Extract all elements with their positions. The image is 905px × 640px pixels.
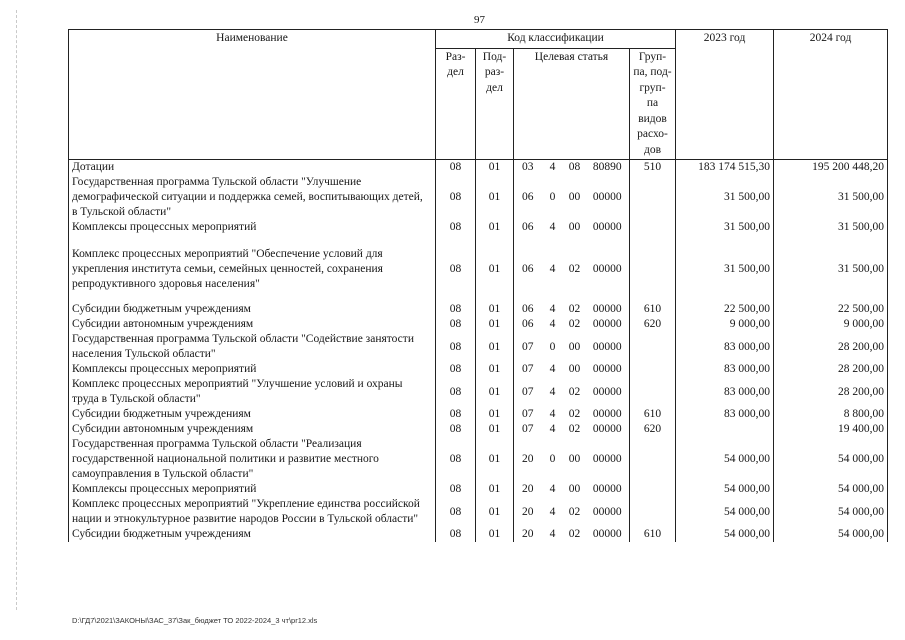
row-subsection: 01 xyxy=(476,220,514,235)
row-name: Комплексы процессных мероприятий xyxy=(69,362,436,377)
row-target-direction: 00000 xyxy=(586,527,630,542)
row-subsection: 01 xyxy=(476,332,514,362)
row-target-program: 20 xyxy=(514,527,542,542)
row-name: Комплексы процессных мероприятий xyxy=(69,482,436,497)
row-amount-2024: 28 200,00 xyxy=(774,377,888,407)
row-amount-2023: 83 000,00 xyxy=(676,407,774,422)
row-target-program: 03 xyxy=(514,160,542,176)
row-subsection: 01 xyxy=(476,497,514,527)
row-target-subprogram: 02 xyxy=(568,303,581,315)
row-amount-2023: 83 000,00 xyxy=(676,332,774,362)
row-target-direction: 00000 xyxy=(586,407,630,422)
row-amount-2024: 9 000,00 xyxy=(774,317,888,332)
row-section: 08 xyxy=(436,437,476,482)
row-amount-2024: 54 000,00 xyxy=(774,497,888,527)
header-expense-group: Груп- па, под- груп- па видов расхо- дов xyxy=(630,48,676,160)
table-body xyxy=(69,160,888,543)
header-name: Наименование xyxy=(69,30,436,160)
row-expense-group xyxy=(630,482,676,497)
row-amount-2023 xyxy=(676,422,774,437)
row-section: 08 xyxy=(436,220,476,235)
row-target-program: 07 xyxy=(514,362,542,377)
table-row xyxy=(69,482,888,497)
row-subsection: 01 xyxy=(476,317,514,332)
row-amount-2024: 54 000,00 xyxy=(774,527,888,542)
row-target-type: 4 xyxy=(549,505,556,518)
row-subsection: 01 xyxy=(476,527,514,542)
header-subsection: Под- раз- дел xyxy=(476,48,514,160)
row-subsection: 01 xyxy=(476,437,514,482)
row-target-type: 4 xyxy=(549,483,556,495)
row-target-subprogram: 00 xyxy=(568,483,581,495)
row-name: Комплекс процессных мероприятий "Улучшение условий и охраны труда в Тульской области" xyxy=(69,377,436,407)
row-expense-group xyxy=(630,220,676,235)
row-target-direction: 00000 xyxy=(586,482,630,497)
row-amount-2023: 54 000,00 xyxy=(676,497,774,527)
row-target-subprogram: 02 xyxy=(568,318,581,330)
row-name: Субсидии бюджетным учреждениям xyxy=(69,527,436,542)
header-code-group: Код классификации xyxy=(436,30,676,49)
row-amount-2024: 28 200,00 xyxy=(774,362,888,377)
row-amount-2024: 8 800,00 xyxy=(774,407,888,422)
row-target-type: 4 xyxy=(549,318,556,330)
row-amount-2023: 22 500,00 xyxy=(676,302,774,317)
row-amount-2023: 183 174 515,30 xyxy=(676,160,774,176)
row-target-direction: 00000 xyxy=(586,220,630,235)
row-target-program: 06 xyxy=(514,302,542,317)
row-amount-2024: 22 500,00 xyxy=(774,302,888,317)
row-name: Комплексы процессных мероприятий xyxy=(69,220,436,235)
row-amount-2024: 19 400,00 xyxy=(774,422,888,437)
row-target-type: 4 xyxy=(549,161,556,173)
row-expense-group xyxy=(630,362,676,377)
row-subsection: 01 xyxy=(476,235,514,296)
row-target-subprogram: 00 xyxy=(568,340,581,353)
budget-table xyxy=(68,29,888,542)
row-name: Комплекс процессных мероприятий "Обеспечение условий для укрепления института семьи, семейных ценностей, сохранения репродуктивного здоровья населения" xyxy=(69,235,436,296)
row-amount-2023: 83 000,00 xyxy=(676,362,774,377)
row-section: 08 xyxy=(436,160,476,176)
row-name: Государственная программа Тульской области "Реализация государственной национальной политики и развитие местного самоуправления в Тульской области" xyxy=(69,437,436,482)
row-target-type: 4 xyxy=(549,423,556,435)
row-target-subprogram: 02 xyxy=(568,263,581,275)
row-amount-2023: 31 500,00 xyxy=(676,235,774,296)
table-row xyxy=(69,220,888,235)
row-target-program: 07 xyxy=(514,377,542,407)
row-target-program: 06 xyxy=(514,220,542,235)
row-target-program: 20 xyxy=(514,482,542,497)
scan-margin-marks xyxy=(16,10,18,610)
row-target-subprogram: 02 xyxy=(568,505,581,518)
row-expense-group: 510 xyxy=(630,160,676,176)
row-section: 08 xyxy=(436,235,476,296)
row-section: 08 xyxy=(436,377,476,407)
table-row xyxy=(69,302,888,317)
row-section: 08 xyxy=(436,302,476,317)
row-subsection: 01 xyxy=(476,175,514,220)
table-row xyxy=(69,175,888,220)
row-target-type: 0 xyxy=(549,340,556,353)
row-expense-group xyxy=(630,377,676,407)
row-target-direction: 80890 xyxy=(586,160,630,176)
row-subsection: 01 xyxy=(476,160,514,176)
row-target-direction: 00000 xyxy=(586,362,630,377)
row-target-type: 0 xyxy=(549,453,556,465)
row-amount-2023: 54 000,00 xyxy=(676,437,774,482)
row-section: 08 xyxy=(436,407,476,422)
row-subsection: 01 xyxy=(476,482,514,497)
row-expense-group xyxy=(630,332,676,362)
row-target-type: 4 xyxy=(549,303,556,315)
row-target-type: 4 xyxy=(549,221,556,233)
row-name: Комплекс процессных мероприятий "Укрепление единства российской нации и этнокультурное развитие народов России в Тульской области" xyxy=(69,497,436,527)
row-expense-group: 610 xyxy=(630,302,676,317)
row-amount-2023: 54 000,00 xyxy=(676,482,774,497)
row-expense-group: 620 xyxy=(630,317,676,332)
row-target-subprogram: 00 xyxy=(568,453,581,465)
row-target-program: 06 xyxy=(514,235,542,296)
row-target-subprogram: 02 xyxy=(568,385,581,398)
row-amount-2023: 9 000,00 xyxy=(676,317,774,332)
row-target-program: 06 xyxy=(514,317,542,332)
row-subsection: 01 xyxy=(476,407,514,422)
row-section: 08 xyxy=(436,332,476,362)
header-target-article: Целевая статья xyxy=(514,48,630,160)
row-section: 08 xyxy=(436,317,476,332)
row-target-subprogram: 08 xyxy=(568,161,581,173)
row-target-subprogram: 00 xyxy=(568,221,581,233)
row-target-program: 07 xyxy=(514,422,542,437)
row-amount-2024: 195 200 448,20 xyxy=(774,160,888,176)
row-target-direction: 00000 xyxy=(586,317,630,332)
row-subsection: 01 xyxy=(476,377,514,407)
table-row xyxy=(69,437,888,482)
row-section: 08 xyxy=(436,527,476,542)
row-section: 08 xyxy=(436,482,476,497)
row-name: Субсидии бюджетным учреждениям xyxy=(69,302,436,317)
row-target-subprogram: 02 xyxy=(568,423,581,435)
table-row xyxy=(69,160,888,176)
table-row xyxy=(69,407,888,422)
row-amount-2023: 83 000,00 xyxy=(676,377,774,407)
row-target-direction: 00000 xyxy=(586,437,630,482)
row-name: Государственная программа Тульской области "Содействие занятости населения Тульской области" xyxy=(69,332,436,362)
row-amount-2024: 54 000,00 xyxy=(774,482,888,497)
table-row xyxy=(69,422,888,437)
row-target-program: 07 xyxy=(514,407,542,422)
row-target-type: 4 xyxy=(549,408,556,420)
row-target-direction: 00000 xyxy=(586,332,630,362)
table-row xyxy=(69,362,888,377)
row-amount-2024: 54 000,00 xyxy=(774,437,888,482)
row-name: Субсидии бюджетным учреждениям xyxy=(69,407,436,422)
table-row xyxy=(69,235,888,296)
row-target-subprogram: 02 xyxy=(568,408,581,420)
row-section: 08 xyxy=(436,175,476,220)
row-amount-2023: 54 000,00 xyxy=(676,527,774,542)
table-row xyxy=(69,317,888,332)
row-target-direction: 00000 xyxy=(586,422,630,437)
row-expense-group xyxy=(630,497,676,527)
row-expense-group xyxy=(630,235,676,296)
row-target-subprogram: 00 xyxy=(568,363,581,375)
row-target-direction: 00000 xyxy=(586,302,630,317)
row-name: Государственная программа Тульской области "Улучшение демографической ситуации и поддержка семей, воспитывающих детей, в Тульской области" xyxy=(69,175,436,220)
row-target-program: 07 xyxy=(514,332,542,362)
row-section: 08 xyxy=(436,497,476,527)
row-section: 08 xyxy=(436,422,476,437)
row-amount-2023: 31 500,00 xyxy=(676,175,774,220)
row-subsection: 01 xyxy=(476,422,514,437)
row-amount-2024: 31 500,00 xyxy=(774,175,888,220)
row-target-subprogram: 00 xyxy=(568,191,581,203)
table-row xyxy=(69,497,888,527)
table-row xyxy=(69,527,888,542)
row-expense-group: 610 xyxy=(630,407,676,422)
row-amount-2024: 31 500,00 xyxy=(774,220,888,235)
row-target-direction: 00000 xyxy=(586,497,630,527)
row-amount-2024: 31 500,00 xyxy=(774,235,888,296)
row-subsection: 01 xyxy=(476,362,514,377)
row-target-subprogram: 02 xyxy=(568,528,581,540)
row-expense-group: 620 xyxy=(630,422,676,437)
row-target-type: 4 xyxy=(549,363,556,375)
row-subsection: 01 xyxy=(476,302,514,317)
row-target-type: 4 xyxy=(549,263,556,275)
row-target-direction: 00000 xyxy=(586,175,630,220)
row-amount-2023: 31 500,00 xyxy=(676,220,774,235)
row-section: 08 xyxy=(436,362,476,377)
table-row xyxy=(69,377,888,407)
row-amount-2024: 28 200,00 xyxy=(774,332,888,362)
row-name: Субсидии автономным учреждениям xyxy=(69,422,436,437)
header-section: Раз- дел xyxy=(436,48,476,160)
row-target-type: 4 xyxy=(549,385,556,398)
row-expense-group xyxy=(630,175,676,220)
header-year-2023: 2023 год xyxy=(676,30,774,160)
row-expense-group: 610 xyxy=(630,527,676,542)
header-year-2024: 2024 год xyxy=(774,30,888,160)
row-expense-group xyxy=(630,437,676,482)
row-name: Субсидии автономным учреждениям xyxy=(69,317,436,332)
row-target-program: 06 xyxy=(514,175,542,220)
table-row xyxy=(69,332,888,362)
row-target-direction: 00000 xyxy=(586,235,630,296)
row-target-program: 20 xyxy=(514,437,542,482)
row-target-direction: 00000 xyxy=(586,377,630,407)
row-target-type: 4 xyxy=(549,528,556,540)
file-path-footer: D:\ГД7\2021\ЗАКОНЫ\ЗАС_37\Зак_бюджет ТО 2022-2024_3 чт\pr12.xls xyxy=(72,616,318,625)
page-number: 97 xyxy=(474,14,485,26)
row-target-program: 20 xyxy=(514,497,542,527)
row-target-type: 0 xyxy=(549,191,556,203)
row-name: Дотации xyxy=(69,160,436,176)
